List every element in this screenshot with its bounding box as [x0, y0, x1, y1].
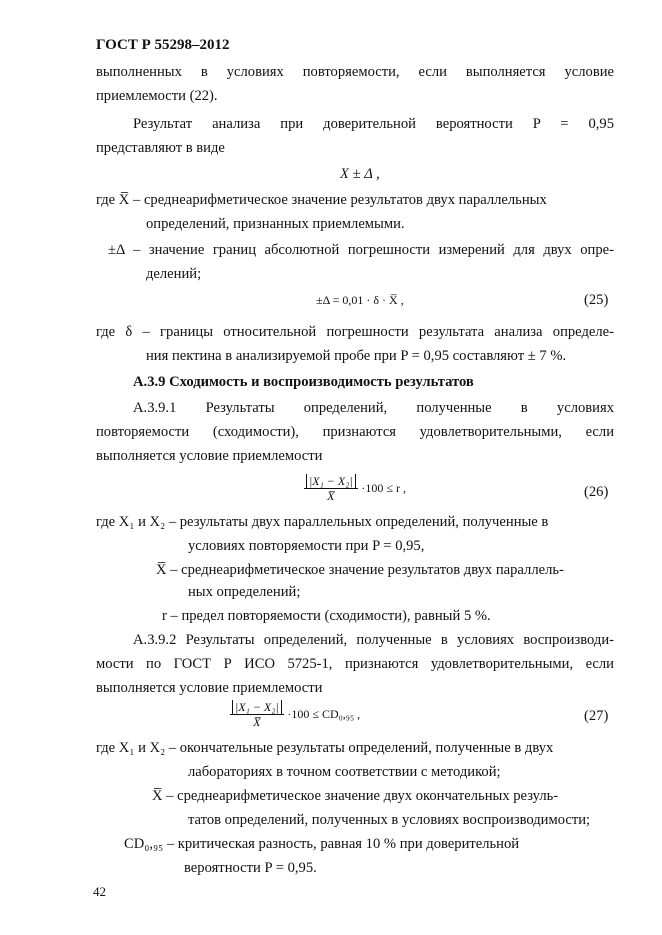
text-line: где X₁ и X₂ – результаты двух параллельных определений, полученные в — [96, 514, 549, 530]
text-line: А.3.9.1 Результаты определений, полученные в условиях — [133, 400, 614, 416]
formula-27-rest: ·100 ≤ CD₀,₉₅ , — [287, 706, 361, 721]
text-line: где X₁ и X₂ – окончательные результаты определений, полученные в двух — [96, 740, 554, 756]
text-line: r – предел повторяемости (сходимости), равный 5 %. — [162, 608, 491, 624]
formula-26-denominator: X̅ — [327, 489, 335, 503]
text-line: А.3.9.2 Результаты определений, полученные в условиях воспроизводи- — [133, 632, 614, 648]
text-line: где δ – границы относительной погрешности результата анализа определе- — [96, 324, 614, 340]
text-line: X̅ – среднеарифметическое значение двух окончательных резуль- — [152, 788, 559, 804]
formula-26-rest: ·100 ≤ r , — [361, 480, 406, 495]
text-line: представляют в виде — [96, 140, 225, 156]
formula-26 — [304, 474, 406, 503]
text-line: татов определений, полученных в условиях воспроизводимости; — [188, 812, 591, 828]
text-line: лабораториях в точном соответствии с методикой; — [188, 764, 501, 780]
text-line: выполненных в условиях повторяемости, если выполняется условие — [96, 64, 614, 80]
text-line: Результат анализа при доверительной вероятности P = 0,95 — [133, 116, 614, 132]
formula-27-denominator: X̅ — [253, 715, 261, 729]
text-line: мости по ГОСТ Р ИСО 5725-1, признаются удовлетворительными, если — [96, 656, 614, 672]
text-line: выполняется условие приемлемости — [96, 448, 323, 464]
text-line: CD₀,₉₅ – критическая разность, равная 10 % при доверительной — [124, 836, 520, 852]
text-line: выполняется условие приемлемости — [96, 680, 323, 696]
text-line: повторяемости (сходимости), признаются удовлетворительными, если — [96, 424, 614, 440]
text-line: делений; — [146, 266, 202, 282]
text-line: определений, признанных приемлемыми. — [146, 216, 405, 232]
text-line: где X̅ – среднеарифметическое значение результатов двух параллельных — [96, 192, 547, 208]
formula-number-26: (26) — [584, 484, 609, 500]
formula-25: ±Δ = 0,01 · δ · X̅ , — [316, 293, 404, 307]
text-line: ния пектина в анализируемой пробе при P = 0,95 составляют ± 7 %. — [146, 348, 567, 364]
text-line: X̅ – среднеарифметическое значение результатов двух параллель- — [156, 562, 564, 578]
text-line: ±Δ – значение границ абсолютной погрешности измерений для двух опре- — [108, 242, 614, 258]
document-header: ГОСТ Р 55298–2012 — [96, 37, 230, 53]
text-line: приемлемости (22). — [96, 88, 218, 104]
text-line: ных определений; — [188, 584, 301, 600]
formula-number-25: (25) — [584, 292, 609, 308]
text-line: вероятности P = 0,95. — [184, 860, 317, 876]
formula-27-numerator: |X₁ − X₂| — [232, 700, 282, 714]
formula-27 — [230, 700, 360, 729]
formula-26-numerator: |X₁ − X₂| — [306, 474, 356, 488]
page-number: 42 — [93, 884, 106, 899]
section-heading: А.3.9 Сходимость и воспроизводимость результатов — [133, 374, 474, 390]
formula-number-27: (27) — [584, 708, 609, 724]
text-line: условиях повторяемости при P = 0,95, — [188, 538, 425, 554]
formula-result: X ± Δ , — [340, 166, 380, 182]
